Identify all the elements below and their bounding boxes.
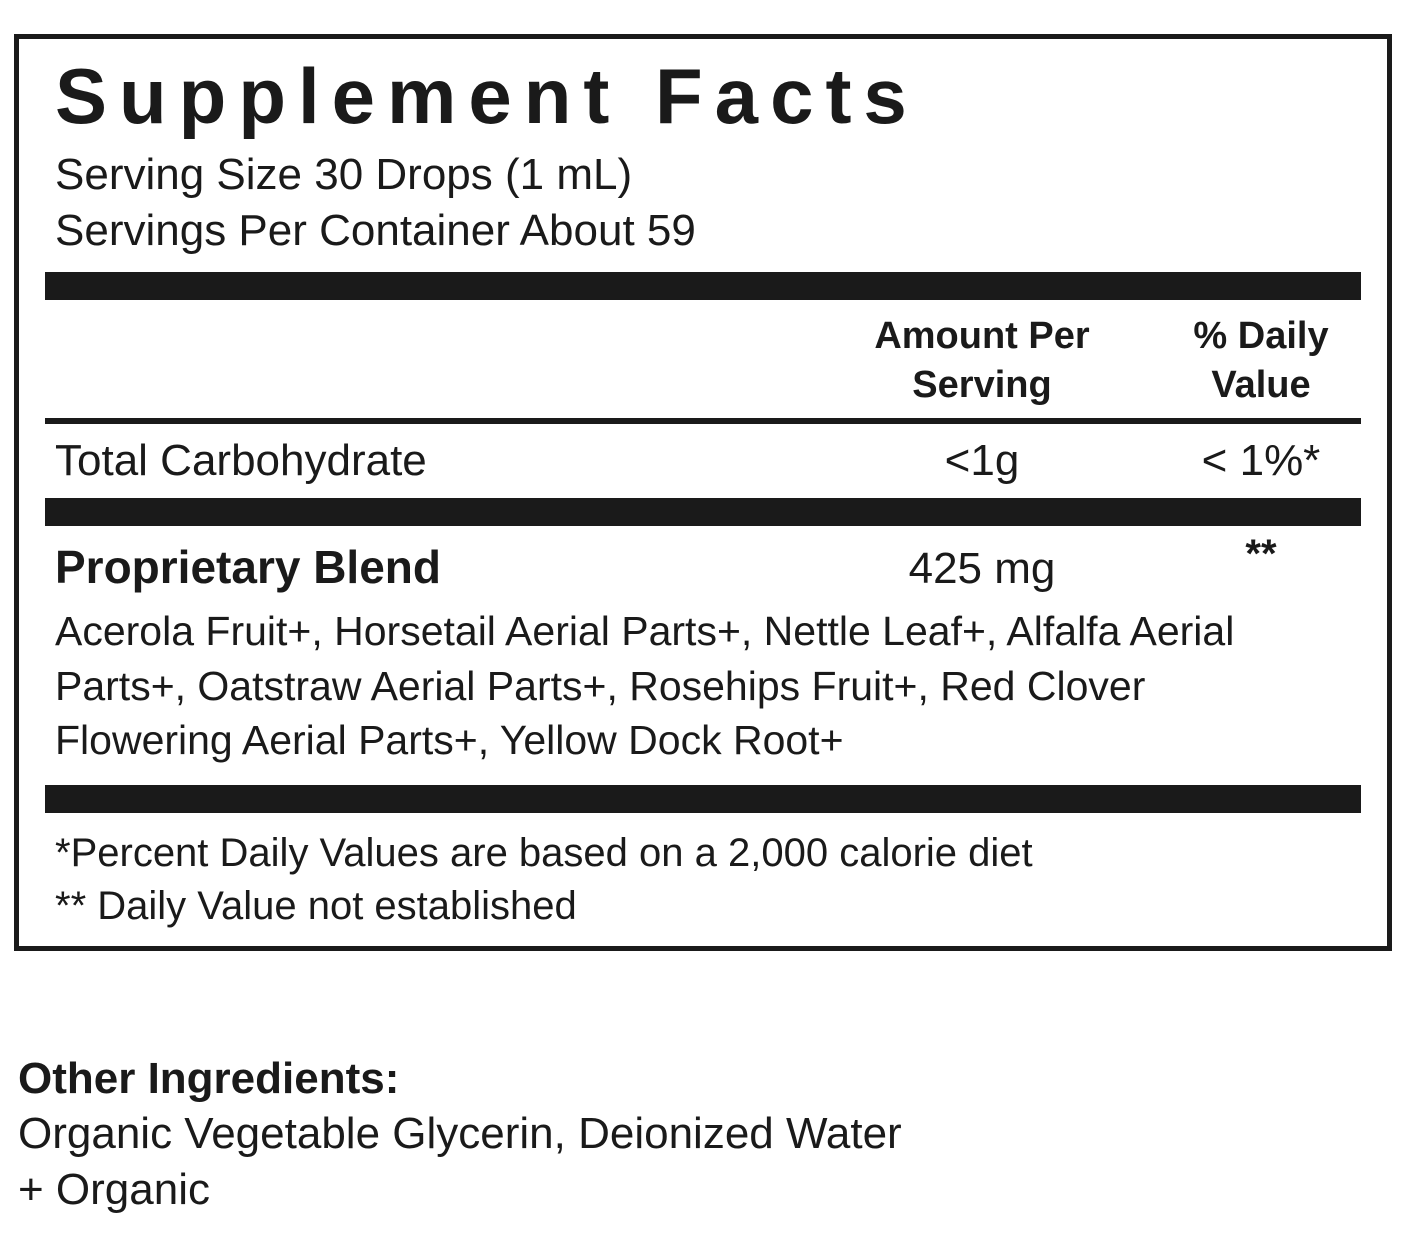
page-title: Supplement Facts	[55, 52, 919, 140]
table-row-total-carbohydrate	[45, 424, 1361, 496]
other-ingredients-section	[14, 1052, 1404, 1218]
nutrient-amount: <1g	[944, 436, 1020, 486]
divider-thick-top	[45, 272, 1361, 300]
other-ingredients-line-1: Organic Vegetable Glycerin, Deionized Water	[18, 1108, 902, 1158]
nutrient-name: Total Carbohydrate	[55, 436, 427, 486]
footnote-dv-not-established: ** Daily Value not established	[55, 883, 577, 928]
footnotes	[45, 813, 1361, 947]
table-row-proprietary-blend	[45, 526, 1361, 600]
blend-name: Proprietary Blend	[55, 541, 441, 594]
column-header-amount-per-serving: Amount Per Serving	[874, 314, 1090, 407]
divider-thick-mid	[45, 498, 1361, 526]
divider-thick-bottom	[45, 785, 1361, 813]
blend-ingredient-list: Acerola Fruit+, Horsetail Aerial Parts+, Nettle Leaf+, Alfalfa Aerial Parts+, Oatstraw Aerial Parts+, Rosehips Fruit+, Red Clover Flowering Aerial Parts+, Yellow Dock Root+	[55, 608, 1235, 763]
servings-per-container-line: Servings Per Container About 59	[55, 206, 696, 256]
serving-info	[45, 145, 1361, 268]
column-header-percent-daily-value: % Daily Value	[1193, 314, 1329, 407]
supplement-facts-panel	[14, 34, 1392, 951]
nutrient-daily-value: < 1%*	[1201, 436, 1321, 486]
column-headers	[45, 300, 1361, 419]
blend-amount: 425 mg	[908, 544, 1056, 594]
blend-daily-value: **	[1245, 532, 1277, 577]
other-ingredients-line-2: + Organic	[18, 1164, 210, 1214]
serving-size-line: Serving Size 30 Drops (1 mL)	[55, 150, 633, 199]
footnote-daily-values: *Percent Daily Values are based on a 2,000 calorie diet	[55, 830, 1033, 875]
other-ingredients-heading: Other Ingredients:	[18, 1054, 400, 1103]
